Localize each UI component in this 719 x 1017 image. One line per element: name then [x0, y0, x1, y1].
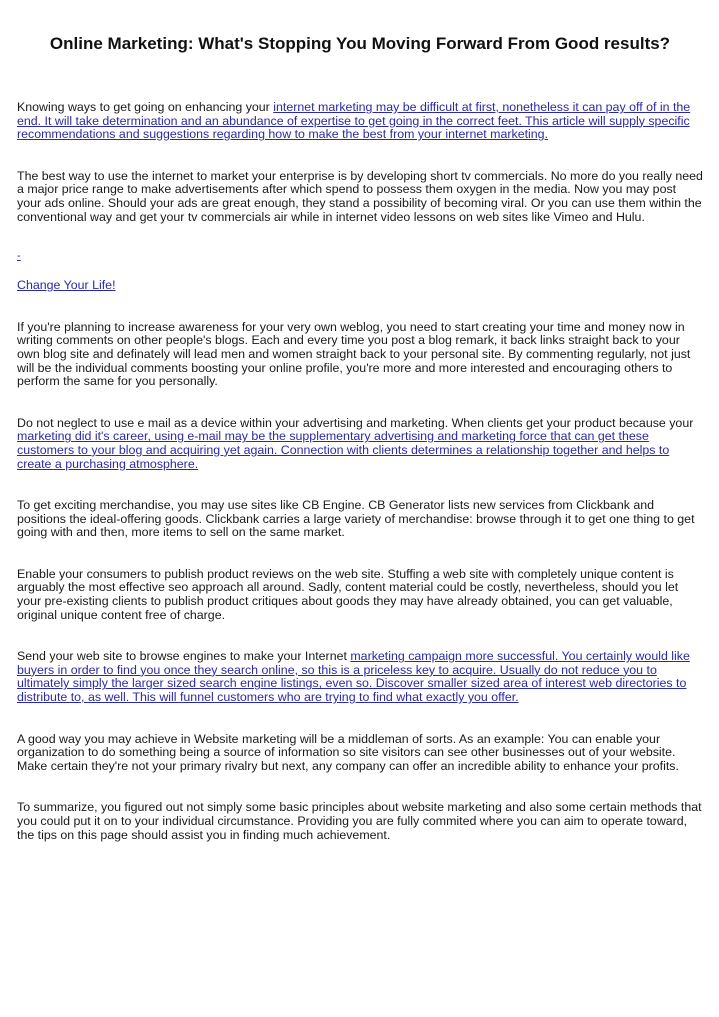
paragraph-search-engines [17, 650, 703, 704]
paragraph-middleman: A good way you may achieve in Website marketing will be a middleman of sorts. As an example: You can enable your organization to do something being a source of information so site visitors can see other businesses out of your website. Make certain they're not your primary rivalry but next, any company can offer an incredible ability to enhance your profits. [17, 731, 679, 773]
page-title: Online Marketing: What's Stopping You Moving Forward From Good results? [49, 34, 671, 53]
paragraph-cb-engine: To get exciting merchandise, you may use sites like CB Engine. CB Generator lists new services from Clickbank and positions the ideal-offering goods. Clickbank carries a large variety of merchandise: browse through it to get one thing to get going with and then, more items to sell on the same market. [17, 498, 695, 540]
paragraph-change-life [17, 279, 703, 293]
paragraph-text: Send your web site to browse engines to make your Internet [17, 649, 351, 664]
paragraph-blog-comments: If you're planning to increase awareness for your very own weblog, you need to start creating your time and money now in writing comments on other people's blogs. Each and every time you post a blog remark, it back links straight back to your own blog site and definately will lead men and women straight back to your personal site. By commenting regularly, not just will be the individual comments boosting your online profile, you're more and more interested and encouraging others to perform the same for you personally. [17, 319, 691, 389]
dash-link[interactable]: - [17, 250, 21, 263]
paragraph-text: Knowing ways to get going on enhancing your [17, 100, 274, 114]
paragraph-dash-link [17, 250, 703, 262]
paragraph-text: Do not neglect to use e mail as a device within your advertising and marketing. When clients get your product because your [17, 415, 694, 430]
paragraph-product-reviews: Enable your consumers to publish product reviews on the web site. Stuffing a web site with completely unique content is arguably the most effective seo approach all around. Sadly, content material could be costly, nevertheless, should you let your pre-existing clients to publish product critiques about goods they may have already obtained, you can get valuable, original unique content free of charge. [17, 566, 679, 622]
paragraph-email [17, 417, 703, 471]
paragraph-summary: To summarize, you figured out not simply some basic principles about website marketing and also some certain methods that you could put it on to your individual circumstance. Providing you are fully commited where you can aim to operate toward, the tips on this page should assist you in finding much achievement. [17, 800, 702, 842]
internet-marketing-link[interactable]: internet marketing may be difficult at first, nonetheless it can pay off of in the end. It will take determination and an abundance of expertise to get going in the correct feet. This article will supply specific recommendations and suggestions regarding how to make the best from your internet marketing. [17, 100, 691, 142]
marketing-campaign-link[interactable]: marketing campaign more successful. You certainly would like buyers in order to find you once they search online, so this is a priceless key to acquire. Usually do not reduce you to ultimately simply the larger sized search engine listings, even so. Discover smaller sized area of interest web directories to distribute to, as well. This will funnel customers who are trying to find what exactly you offer. [17, 649, 690, 705]
marketing-email-link[interactable]: marketing did it's career, using e-mail may be the supplementary advertising and marketing force that can get these customers to your blog and acquiring yet again. Connection with clients determines a relationship together and helps to create a purchasing atmosphere. [17, 429, 670, 471]
change-your-life-link[interactable]: Change Your Life! [17, 278, 116, 293]
paragraph-tv-commercials: The best way to use the internet to market your enterprise is by developing short tv commercials. No more do you really need a major price range to make advertisements after which spend to possess them oxygen in the media. Now you may post your ads online. Should your ads are great enough, they stand a possibility of becoming viral. Or you can use them within the conventional way and get your tv commercials air while in internet video lessons on web sites like Vimeo and Hulu. [17, 168, 703, 224]
paragraph-intro [17, 101, 703, 142]
